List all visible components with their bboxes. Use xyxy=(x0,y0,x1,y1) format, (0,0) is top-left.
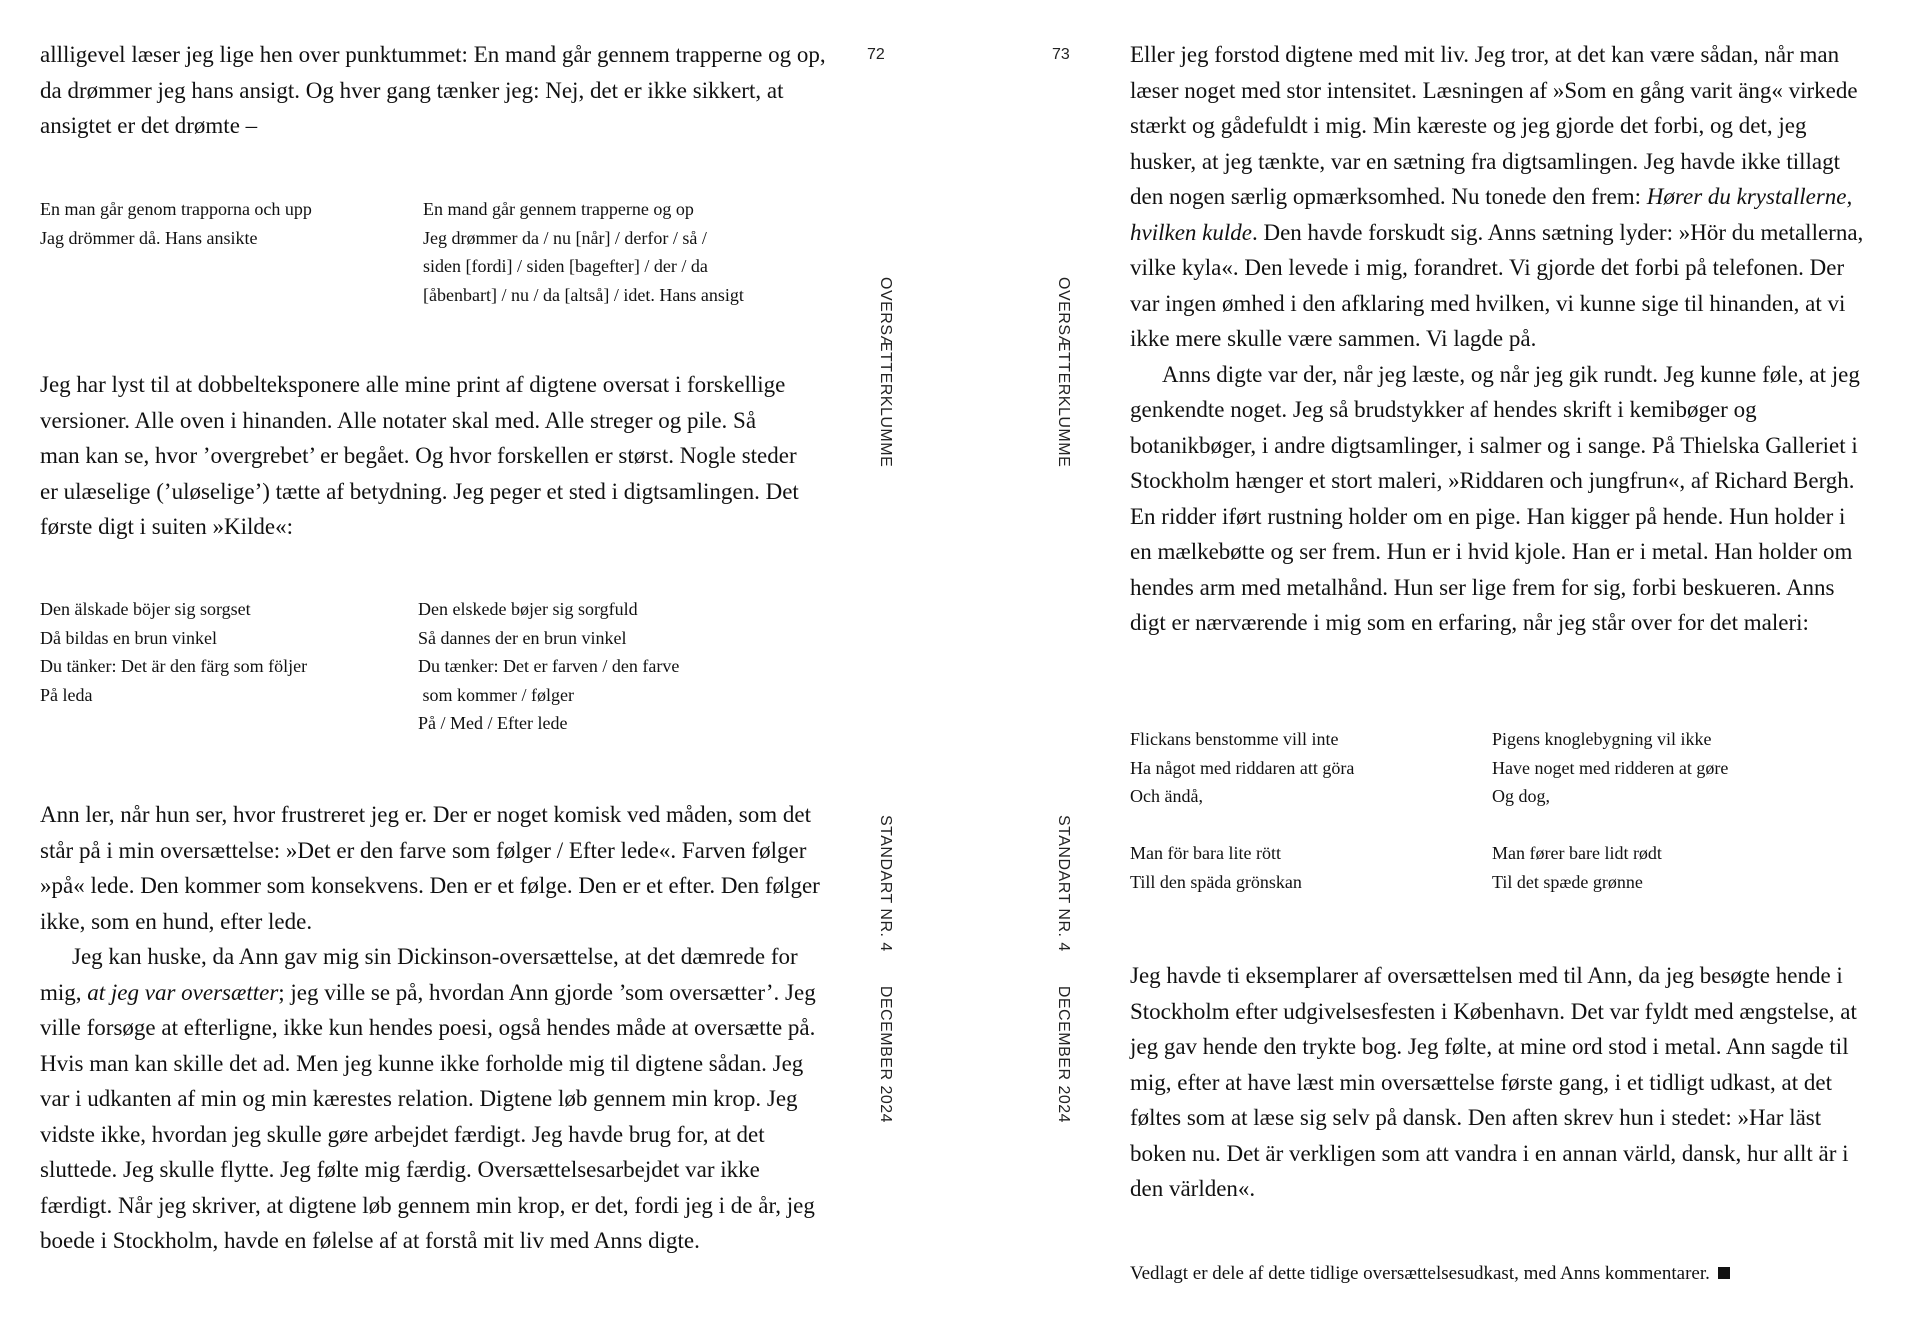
paragraph-text: allligevel læser jeg lige hen over punktummet: En mand går gennem trapperne og op, da drømmer jeg hans ansigt. Og hver gang tænker jeg: Nej, det er ikke sikkert, at ansigtet er det drømte – xyxy=(40,42,826,138)
right-paragraph-3 xyxy=(1130,958,1870,1207)
left-paragraph-1 xyxy=(40,37,830,144)
poem-line: Ha något med riddaren att göra xyxy=(1130,757,1355,778)
issue-info xyxy=(876,815,894,1123)
issue-label: STANDART NR. 4 xyxy=(877,815,894,952)
poem-line: Då bildas en brun vinkel xyxy=(40,627,217,648)
poem-line: Du tänker: Det är den färg som följer xyxy=(40,656,308,676)
poem-line: På leda xyxy=(40,684,93,705)
emphasis-text: at jeg var oversætter xyxy=(87,979,279,1005)
closing-note xyxy=(1130,1260,1730,1288)
poem-line: Man för bara lite rött xyxy=(1130,843,1281,863)
poem-line: Flickans benstomme vill inte xyxy=(1130,729,1339,749)
poem-line: Man fører bare lidt rødt xyxy=(1492,843,1662,863)
poem-line: Pigens knoglebygning vil ikke xyxy=(1492,729,1712,749)
paragraph-text: Ann ler, når hun ser, hvor frustreret jeg er. Der er noget komisk ved måden, som det står på i min oversættelse: »Det er den farve som følger / Efter lede«. Farven følger »på« lede. Den kommer som konsekvens. Den er et følge. Den er et efter. Den følger ikke, som en hund, efter lede. xyxy=(40,802,820,934)
poem-line: Og dog, xyxy=(1492,786,1550,806)
poem-line: Och ändå, xyxy=(1130,786,1203,806)
left-paragraph-2 xyxy=(40,367,800,545)
paragraph-text xyxy=(1130,37,1870,357)
text-run: Jeg kan huske, da Ann gav mig sin Dickinson-oversættelse, at det dæmrede for mig, xyxy=(40,944,798,1005)
poem-line: som kommer / følger xyxy=(418,684,574,705)
poem-line: Have noget med ridderen at gøre xyxy=(1492,757,1729,778)
paragraph-text: Jeg har lyst til at dobbelteksponere alle mine print af digtene oversat i forskellige versioner. Alle oven i hinanden. Alle notater skal med. Alle streger og pile. Så man kan se, hvor ’overgrebet’ er begået. Og hvor forskellen er størst. Nogle steder er ulæselige (’uløselige’) tætte af betydning. Jeg peger et sted i digtsamlingen. Det første digt i suiten »Kilde«: xyxy=(40,372,799,539)
end-mark-icon xyxy=(1718,1267,1730,1279)
poem-line: På / Med / Efter lede xyxy=(418,713,568,733)
paragraph-text: Anns digte var der, når jeg læste, og når jeg gik rundt. Jeg kunne føle, at jeg genkendte noget. Jeg så brudstykker af hendes skrift i kemibøger og botanikbøger, i andre digtsamlinger, i salmer og i sange. På Thielska Galleriet i Stockholm hænger et stort maleri, »Riddaren och jungfrun«, af Richard Bergh. En ridder iført rustning holder om en pige. Han kigger på hende. Hun holder i en mælkebøtte og ser frem. Hun er i hvid kjole. Han er i metal. Han holder om hendes arm med metalhånd. Hun ser lige frem for sig, forbi beskueren. Anns digt er nærværende i mig som en erfaring, når jeg står over for det maleri: xyxy=(1130,361,1860,635)
poem-1-danish xyxy=(423,195,744,309)
poem-line: Den älskade böjer sig sorgset xyxy=(40,599,251,619)
paragraph-text xyxy=(40,939,830,1259)
poem-line: [åbenbart] / nu / da [altså] / idet. Hans ansigt xyxy=(423,284,744,305)
text-run: ; jeg ville se på, hvordan Ann gjorde ’som oversætter’. Jeg ville forsøge at efterligne, ikke kun hendes poesi, også hendes måde at oversætte på. Hvis man kan skille det ad. Men jeg kunne ikke forholde mig til digtene sådan. Jeg var i udkanten af min og min kærestes relation. Digtene løb gennem min krop. Jeg vidste ikke, hvordan jeg skulle gøre arbejdet færdigt. Jeg havde brug for, at det sluttede. Jeg skulle flytte. Jeg følte mig færdig. Oversættelsesarbejdet var ikke færdigt. Når jeg skriver, at digtene løb gennem min krop, er det, fordi jeg i de år, jeg boede i Stockholm, havde en følelse af at forstå mit liv med Anns digte. xyxy=(40,979,816,1253)
issue-info xyxy=(1054,815,1072,1123)
poem-3-swedish xyxy=(1130,725,1354,896)
poem-1-swedish xyxy=(40,195,312,252)
poem-line: Till den späda grönskan xyxy=(1130,871,1302,892)
page-number: 72 xyxy=(867,46,885,63)
poem-2-danish xyxy=(418,595,679,738)
emphasis-text: Hører du krystallerne, hvilken kulde xyxy=(1130,184,1853,245)
poem-stanza-break xyxy=(1492,811,1728,840)
left-paragraph-3 xyxy=(40,797,830,1259)
issue-date: DECEMBER 2024 xyxy=(1055,985,1072,1124)
poem-line: Til det spæde grønne xyxy=(1492,871,1643,892)
paragraph-text: Jeg havde ti eksemplarer af oversættelsen med til Ann, da jeg besøgte hende i Stockholm efter udgivelsesfesten i København. Det var fyldt med ængstelse, at jeg gav hende den trykte bog. Jeg følte, at mine ord stod i metal. Ann sagde til mig, efter at have læst min oversættelse første gang, i et tidligt udkast, at det føltes som at læse sig selv på dansk. Den aften skrev hun i stedet: »Har läst boken nu. Det är verkligen som att vandra i en annan värld, dansk, hur allt är i den världen«. xyxy=(1130,963,1857,1201)
poem-line: Du tænker: Det er farven / den farve xyxy=(418,656,680,676)
poem-3-danish xyxy=(1492,725,1728,896)
running-head: OVERSÆTTERKLUMME xyxy=(1055,277,1072,468)
page-number: 73 xyxy=(1052,46,1070,63)
issue-date: DECEMBER 2024 xyxy=(877,985,894,1124)
text-run: Eller jeg forstod digtene med mit liv. Jeg tror, at det kan være sådan, når man læser noget med stor intensitet. Læsningen af »Som en gång varit äng« virkede stærkt og gådefuldt i mig. Min kæreste og jeg gjorde det forbi, og det, jeg husker, at jeg tænkte, var en sætning fra digtsamlingen. Jeg havde ikke tillagt den nogen særlig opmærksomhed. Nu tonede den frem: xyxy=(1130,42,1858,209)
issue-label: STANDART NR. 4 xyxy=(1055,815,1072,952)
closing-note-text: Vedlagt er dele af dette tidlige oversættelsesudkast, med Anns kommentarer. xyxy=(1130,1263,1710,1284)
running-head: OVERSÆTTERKLUMME xyxy=(877,277,894,468)
poem-line: En mand går gennem trapperne og op xyxy=(423,199,694,219)
poem-line: Så dannes der en brun vinkel xyxy=(418,627,627,648)
poem-line: siden [fordi] / siden [bagefter] / der / da xyxy=(423,256,708,276)
poem-line: En man går genom trapporna och upp xyxy=(40,199,312,219)
poem-2-swedish xyxy=(40,595,307,709)
right-paragraph-1 xyxy=(1130,37,1870,641)
poem-stanza-break xyxy=(1130,811,1354,840)
text-run: . Den havde forskudt sig. Anns sætning lyder: »Hör du metallerna, vilke kyla«. Den levede i mig, forandret. Vi gjorde det forbi på telefonen. Der var ingen ømhed i den afklaring med hvilken, vi kunne sige til hinanden, at vi ikke mere skulle være sammen. Vi lagde på. xyxy=(1130,219,1864,351)
right-page xyxy=(960,0,1920,1328)
poem-line: Jag drömmer då. Hans ansikte xyxy=(40,227,258,248)
poem-line: Jeg drømmer da / nu [når] / derfor / så / xyxy=(423,227,707,248)
poem-line: Den elskede bøjer sig sorgfuld xyxy=(418,599,638,619)
